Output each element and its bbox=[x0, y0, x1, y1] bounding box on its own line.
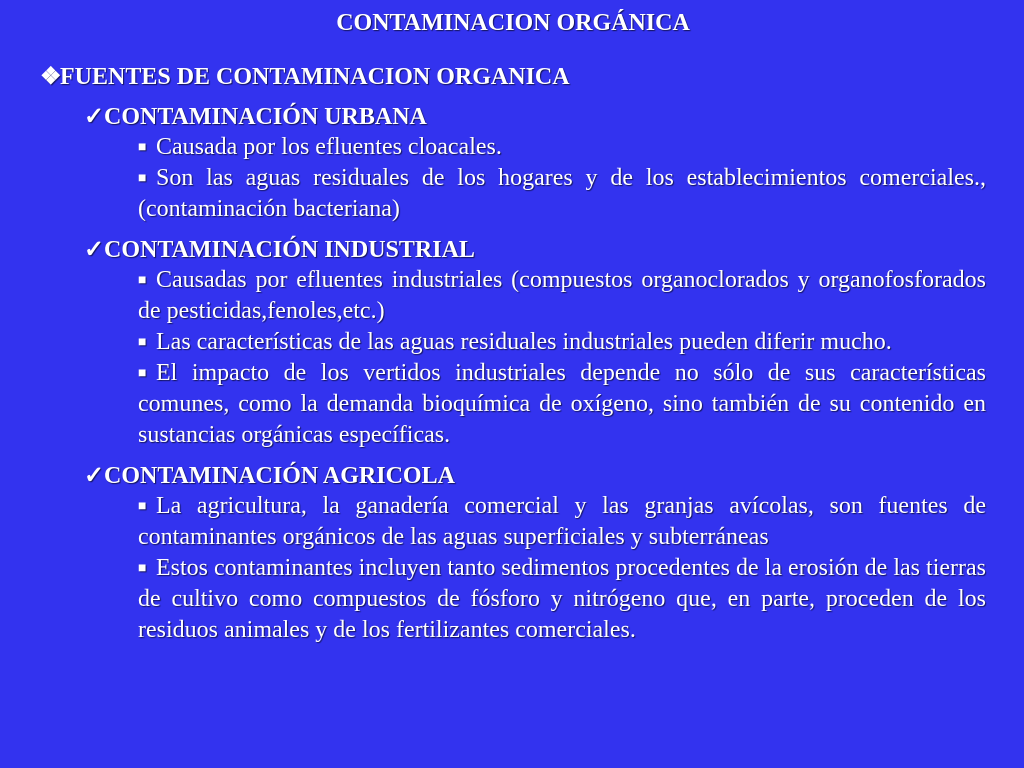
square-bullet-icon: ■ bbox=[138, 140, 147, 155]
section-heading-text: CONTAMINACIÓN INDUSTRIAL bbox=[104, 237, 475, 263]
checkmark-icon: ✓ bbox=[84, 463, 105, 489]
main-bullet-text: FUENTES DE CONTAMINACION ORGANICA bbox=[60, 64, 570, 90]
bullet-text: Las características de las aguas residuales industriales pueden diferir mucho. bbox=[156, 329, 892, 355]
bullet-text: Causada por los efluentes cloacales. bbox=[156, 134, 502, 160]
square-bullet-icon: ■ bbox=[138, 499, 147, 514]
list-item bbox=[138, 491, 986, 553]
section-industrial bbox=[84, 235, 986, 451]
bullet-list bbox=[84, 265, 986, 451]
list-item bbox=[138, 265, 986, 327]
square-bullet-icon: ■ bbox=[138, 561, 147, 576]
bullet-text: Son las aguas residuales de los hogares y de los establecimientos comerciales., (contaminación bacteriana) bbox=[138, 165, 986, 222]
bullet-list bbox=[84, 132, 986, 225]
list-item bbox=[138, 132, 986, 163]
section-heading-text: CONTAMINACIÓN AGRICOLA bbox=[104, 463, 455, 489]
slide-title: CONTAMINACION ORGÁNICA bbox=[336, 10, 690, 36]
square-bullet-icon: ■ bbox=[138, 273, 147, 288]
square-bullet-icon: ■ bbox=[138, 335, 147, 350]
list-item bbox=[138, 163, 986, 225]
section-urbana bbox=[84, 102, 986, 225]
square-bullet-icon: ■ bbox=[138, 366, 147, 381]
checkmark-icon: ✓ bbox=[84, 237, 105, 263]
checkmark-icon: ✓ bbox=[84, 104, 105, 130]
bullet-text: Causadas por efluentes industriales (compuestos organoclorados y organofosforados de pesticidas,fenoles,etc.) bbox=[138, 267, 986, 324]
main-bullet bbox=[40, 62, 986, 92]
bullet-list bbox=[84, 491, 986, 646]
list-item bbox=[138, 358, 986, 451]
bullet-text: Estos contaminantes incluyen tanto sedimentos procedentes de la erosión de las tierras de cultivo como compuestos de fósforo y nitrógeno que, en parte, proceden de los residuos animales y de los fertilizantes comerciales. bbox=[138, 555, 986, 643]
section-heading bbox=[84, 461, 986, 491]
section-heading bbox=[84, 102, 986, 132]
bullet-text: La agricultura, la ganadería comercial y las granjas avícolas, son fuentes de contaminantes orgánicos de las aguas superficiales y subterráneas bbox=[138, 493, 986, 550]
list-item bbox=[138, 327, 986, 358]
section-heading bbox=[84, 235, 986, 265]
bullet-text: El impacto de los vertidos industriales depende no sólo de sus características comunes, como la demanda bioquímica de oxígeno, sino también de su contenido en sustancias orgánicas específicas. bbox=[138, 360, 986, 448]
list-item bbox=[138, 553, 986, 646]
section-agricola bbox=[84, 461, 986, 646]
square-bullet-icon: ■ bbox=[138, 171, 147, 186]
section-heading-text: CONTAMINACIÓN URBANA bbox=[104, 104, 427, 130]
diamond-bullet-icon: ❖ bbox=[40, 64, 62, 90]
